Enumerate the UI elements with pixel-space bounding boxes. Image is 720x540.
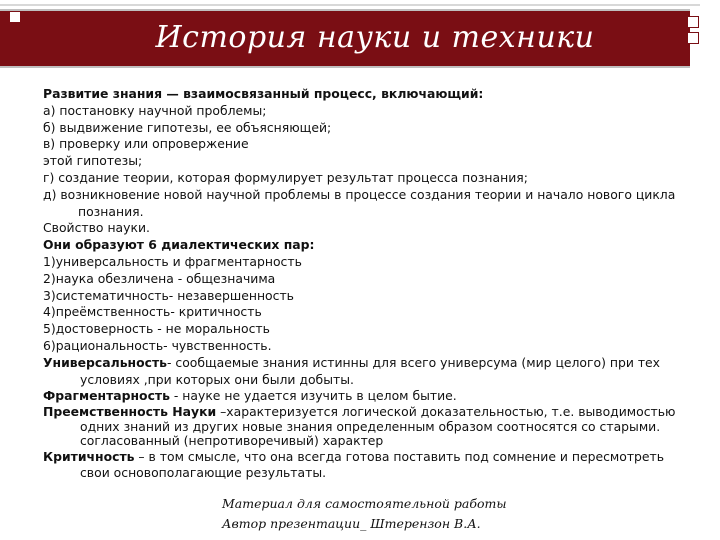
pair-item: 6)рациональность- чувственность. bbox=[43, 337, 272, 353]
definition-text: –характеризуется логической доказательностью, т.е. выводимостью одних знаний из других новые знания определенным образом соотносятся со старыми. согласованный (непротиворечивый) характер bbox=[80, 404, 676, 449]
definition-term: Универсальность bbox=[43, 354, 167, 370]
intro-line bbox=[43, 86, 683, 103]
definition-term: Критичность bbox=[43, 448, 135, 464]
definition-text: – в том смысле, что она всегда готова поставить под сомнение и пересмотреть свои основополагающие результаты. bbox=[80, 448, 665, 481]
definition-term: Преемственность Науки bbox=[43, 404, 217, 420]
slide-footer bbox=[222, 494, 507, 534]
list-item: д) возникновение новой научной проблемы в процессе создания теории и начало нового цикла познания. bbox=[43, 186, 676, 219]
slide-body bbox=[43, 86, 683, 482]
definition bbox=[43, 405, 683, 449]
list-item: в) проверку или опровержение bbox=[43, 136, 249, 152]
definition bbox=[43, 449, 683, 483]
definition bbox=[43, 388, 683, 405]
list-item: г) создание теории, которая формулирует результат процесса познания; bbox=[43, 169, 528, 185]
pair-item: 5)достоверность - не моральность bbox=[43, 321, 270, 337]
pairs-heading bbox=[43, 237, 683, 254]
footer-line: Материал для самостоятельной работы bbox=[222, 496, 507, 511]
definition-text: - сообщаемые знания истинны для всего универсума (мир целого) при тех условиях ,при которых они были добыты. bbox=[80, 354, 660, 387]
definition-text: - науке не удается изучить в целом бытие. bbox=[169, 388, 457, 404]
intro-bold: Развитие знания — взаимосвязанный процесс, включающий: bbox=[43, 86, 484, 101]
pair-item: 2)наука обезличена - общезначима bbox=[43, 270, 276, 286]
pair-item: 4)преёмственность- критичность bbox=[43, 304, 262, 320]
pairs-heading-bold: Они образуют 6 диалектических пар: bbox=[43, 237, 315, 253]
footer-line: Автор презентации_ Штерензон В.А. bbox=[222, 516, 481, 531]
pair-item: 3)систематичность- незавершенность bbox=[43, 287, 294, 303]
list-item: б) выдвижение гипотезы, ее объясняющей; bbox=[43, 119, 332, 135]
definition-term: Фрагментарность bbox=[43, 388, 170, 404]
definition bbox=[43, 355, 683, 389]
top-divider-line bbox=[0, 4, 700, 6]
list-item: этой гипотезы; bbox=[43, 153, 143, 169]
list-item: а) постановку научной проблемы; bbox=[43, 102, 267, 118]
pair-item: 1)универсальность и фрагментарность bbox=[43, 253, 302, 269]
slide-title: История науки и техники bbox=[155, 20, 595, 55]
property-line: Свойство науки. bbox=[43, 220, 150, 236]
